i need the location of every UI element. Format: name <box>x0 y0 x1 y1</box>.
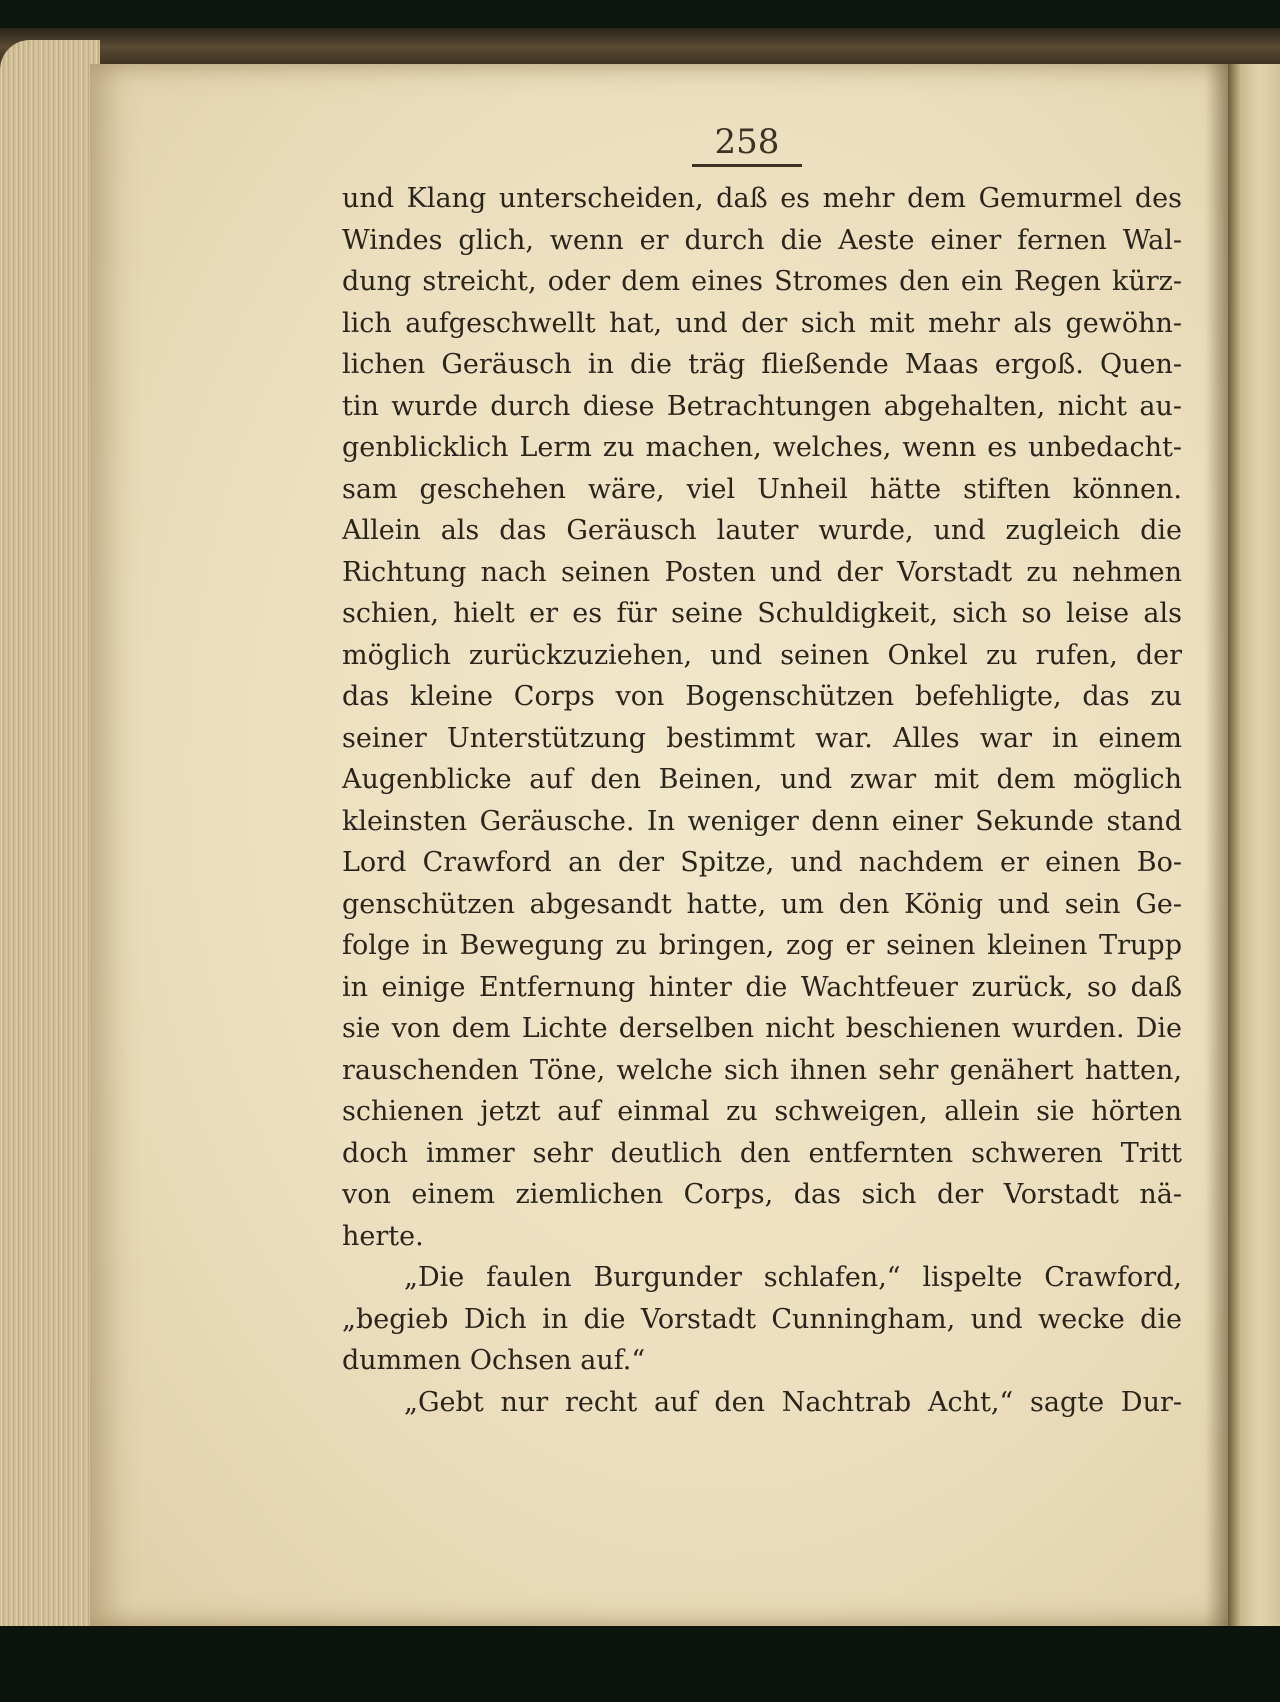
text-line: „begieb Dich in die Vorstadt Cunningham, und wecke die <box>342 1303 1182 1335</box>
text-line: tin wurde durch diese Betrachtungen abgehalten, nicht au- <box>342 390 1182 422</box>
text-line: Augenblicke auf den Beinen, und zwar mit dem möglich <box>342 764 1182 795</box>
text-line: kleinsten Geräusche. In weniger denn einer Sekunde stand <box>342 805 1182 837</box>
text-line: Windes glich, wenn er durch die Aeste einer fernen Wal- <box>342 224 1182 256</box>
text-line: Allein als das Geräusch lauter wurde, und zugleich die <box>342 515 1182 546</box>
text-line: von einem ziemlichen Corps, das sich der Vorstadt nä- <box>342 1179 1182 1210</box>
text-line: folge in Bewegung zu bringen, zog er seinen kleinen Trupp <box>342 930 1182 961</box>
text-line: „Gebt nur recht auf den Nachtrab Acht,“ sagte Dur- <box>404 1386 1182 1418</box>
text-line: seiner Unterstützung bestimmt war. Alles war in einem <box>342 722 1182 754</box>
page-stack-edge <box>0 40 100 1630</box>
text-line: in einige Entfernung hinter die Wachtfeuer zurück, so daß <box>342 971 1182 1003</box>
page-number: 258 <box>714 122 780 162</box>
text-line: lich aufgeschwellt hat, und der sich mit mehr als gewöhn- <box>342 307 1182 339</box>
background-bottom <box>0 1626 1280 1702</box>
facing-page-edge <box>1228 64 1280 1626</box>
text-line: schien, hielt er es für seine Schuldigkeit, sich so leise als <box>342 598 1182 629</box>
text-line: schienen jetzt auf einmal zu schweigen, allein sie hörten <box>342 1096 1182 1127</box>
text-line: sam geschehen wäre, viel Unheil hätte stiften können. <box>342 473 1182 505</box>
text-line: rauschenden Töne, welche sich ihnen sehr genähert hatten, <box>342 1054 1182 1086</box>
page-number-rule <box>692 164 802 167</box>
text-line: dummen Ochsen auf.“ <box>342 1345 646 1376</box>
text-line: das kleine Corps von Bogenschützen befehligte, das zu <box>342 681 1182 712</box>
text-line: „Die faulen Burgunder schlafen,“ lispelte Crawford, <box>404 1262 1182 1293</box>
text-line: genblicklich Lerm zu machen, welches, wenn es unbedacht- <box>342 432 1182 463</box>
text-line: sie von dem Lichte derselben nicht beschienen wurden. Die <box>342 1013 1182 1044</box>
text-line: und Klang unterscheiden, daß es mehr dem Gemurmel des <box>342 183 1182 214</box>
body-text <box>342 178 1182 1423</box>
text-line: doch immer sehr deutlich den entfernten schweren Tritt <box>342 1137 1182 1169</box>
text-line: genschützen abgesandt hatte, um den König und sein Ge- <box>342 888 1182 920</box>
text-line: herte. <box>342 1220 424 1252</box>
text-line: möglich zurückzuziehen, und seinen Onkel zu rufen, der <box>342 639 1182 671</box>
text-line: Lord Crawford an der Spitze, und nachdem er einen Bo- <box>342 847 1182 878</box>
text-line: Richtung nach seinen Posten und der Vorstadt zu nehmen <box>342 556 1182 588</box>
text-line: dung streicht, oder dem eines Stromes den ein Regen kürz- <box>342 266 1182 297</box>
book-cover-edge <box>0 28 1280 66</box>
text-line: lichen Geräusch in die träg fließende Maas ergoß. Quen- <box>342 349 1182 380</box>
